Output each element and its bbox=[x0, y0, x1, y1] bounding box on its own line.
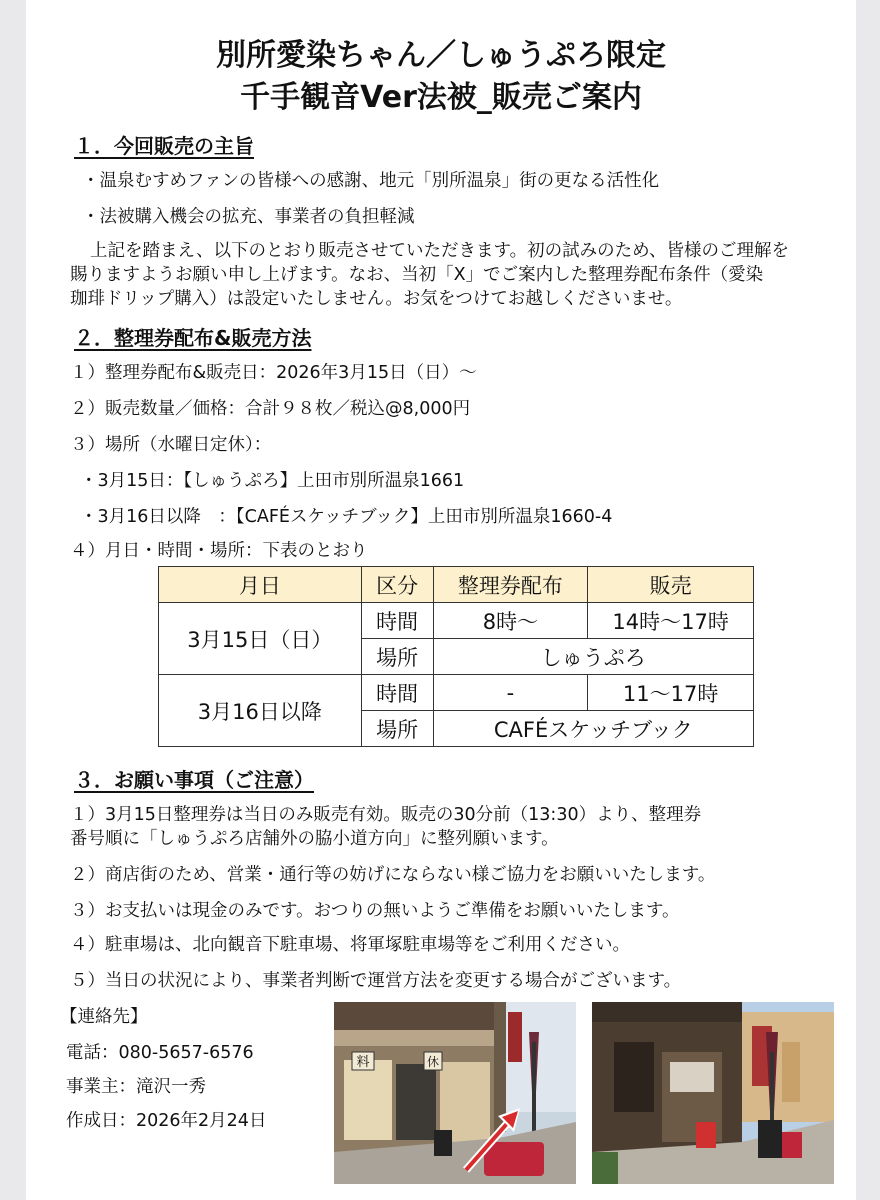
row2-sale-time: 11～17時 bbox=[588, 675, 754, 711]
contact-phone: 電話：080-5657-6576 bbox=[66, 1043, 254, 1063]
row1-ticket-time: 8時～ bbox=[433, 603, 588, 639]
shopfront-photo bbox=[334, 1002, 576, 1184]
table-header-category: 区分 bbox=[361, 567, 433, 603]
section2-item2: ２）販売数量／価格：合計９８枚／税込@8,000円 bbox=[70, 399, 471, 419]
section3-item2: ２）商店街のため、営業・通行等の妨げにならない様ご協力をお願いいたします。 bbox=[70, 865, 716, 885]
table-header-row bbox=[159, 567, 754, 603]
contact-owner: 事業主：滝沢一秀 bbox=[66, 1077, 206, 1097]
section2-item4: ４）月日・時間・場所：下表のとおり bbox=[70, 541, 368, 561]
section3-item3: ３）お支払いは現金のみです。おつりの無いようご準備をお願いいたします。 bbox=[70, 901, 680, 921]
section2-item3: ３）場所（水曜日定休）： bbox=[70, 435, 272, 455]
table-row bbox=[159, 675, 754, 711]
row2-date: 3月16日以降 bbox=[159, 675, 362, 747]
row2-time-label: 時間 bbox=[361, 675, 433, 711]
contact-created: 作成日：2026年2月24日 bbox=[66, 1111, 267, 1131]
table-header-sale: 販売 bbox=[588, 567, 754, 603]
section3-item1-line2: 番号順に「しゅうぷろ店舗外の脇小道方向」に整列願います。 bbox=[70, 829, 559, 849]
section2-heading: ２．整理券配布&販売方法 bbox=[74, 326, 312, 350]
section1-bullet1: ・温泉むすめファンの皆様への感謝、地元「別所温泉」街の更なる活性化 bbox=[82, 171, 660, 191]
row1-date: 3月15日（日） bbox=[159, 603, 362, 675]
sign-left: 料 bbox=[356, 1055, 370, 1070]
row1-sale-time: 14時～17時 bbox=[588, 603, 754, 639]
section2-place2: ・3月16日以降 ：【CAFÉスケッチブック】上田市別所温泉1660-4 bbox=[80, 507, 613, 527]
row1-place: しゅうぷろ bbox=[433, 639, 753, 675]
section3-item5: ５）当日の状況により、事業者判断で運営方法を変更する場合がございます。 bbox=[70, 971, 682, 991]
table-header-ticket: 整理券配布 bbox=[433, 567, 588, 603]
section1-para-line2: 賜りますようお願い申し上げます。なお、当初「X」でご案内した整理券配布条件（愛染 bbox=[70, 265, 764, 285]
section1-para-line1: 上記を踏まえ、以下のとおり販売させていただきます。初の試みのため、皆様のご理解を bbox=[90, 241, 789, 261]
cafe-street-photo bbox=[592, 1002, 834, 1184]
section3-heading: ３．お願い事項（ご注意） bbox=[74, 768, 314, 792]
section3-item1-line1: １）3月15日整理券は当日のみ販売有効。販売の30分前（13:30）より、整理券 bbox=[70, 805, 702, 825]
document-title-line2: 千手観音Ver法被_販売ご案内 bbox=[240, 80, 642, 115]
row2-place: CAFÉスケッチブック bbox=[433, 711, 753, 747]
document-title-line1: 別所愛染ちゃん／しゅうぷろ限定 bbox=[216, 38, 666, 73]
section1-heading: １．今回販売の主旨 bbox=[74, 134, 254, 158]
table-header-date: 月日 bbox=[159, 567, 362, 603]
section2-place1: ・3月15日：【しゅうぷろ】上田市別所温泉1661 bbox=[80, 471, 465, 491]
row1-time-label: 時間 bbox=[361, 603, 433, 639]
section3-item4: ４）駐車場は、北向観音下駐車場、将軍塚駐車場等をご利用ください。 bbox=[70, 935, 630, 955]
contact-heading: 【連絡先】 bbox=[60, 1007, 148, 1027]
row1-place-label: 場所 bbox=[361, 639, 433, 675]
section1-para-line3: 珈琲ドリップ購入）は設定いたしません。お気をつけてお越しくださいませ。 bbox=[70, 289, 683, 309]
section1-bullet2: ・法被購入機会の拡充、事業者の負担軽減 bbox=[82, 207, 415, 227]
row2-place-label: 場所 bbox=[361, 711, 433, 747]
schedule-table bbox=[158, 566, 754, 747]
sign-mid: 休 bbox=[426, 1055, 440, 1069]
section2-item1: １）整理券配布&販売日：2026年3月15日（日）～ bbox=[70, 363, 477, 383]
document-page bbox=[26, 0, 856, 1200]
row2-ticket-time: - bbox=[433, 675, 588, 711]
table-row bbox=[159, 603, 754, 639]
